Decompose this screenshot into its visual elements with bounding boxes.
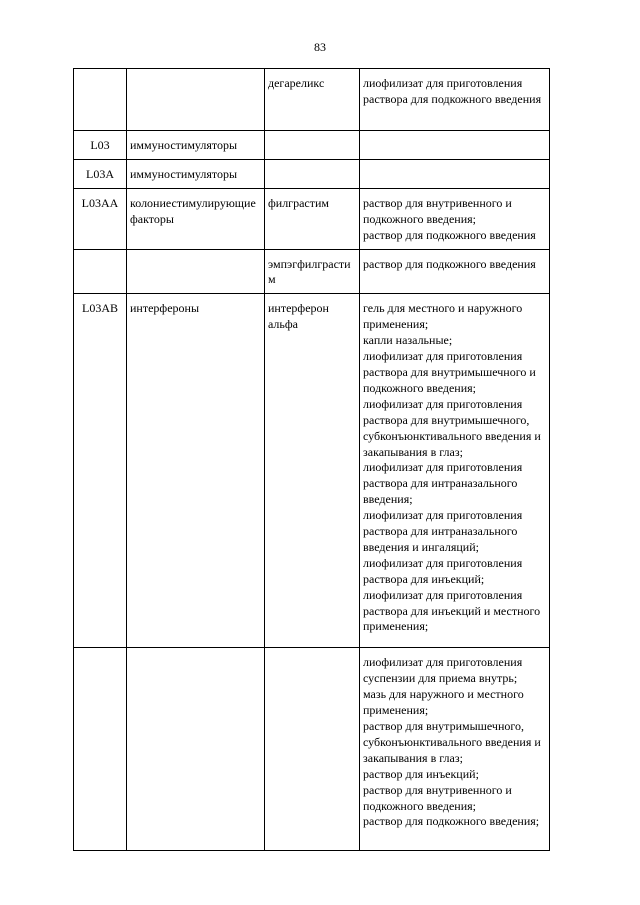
drug-name-cell: эмпэгфилграстим xyxy=(265,249,360,294)
group-cell xyxy=(127,648,265,851)
atc-code-cell xyxy=(74,249,127,294)
group-cell: иммуностимуляторы xyxy=(127,131,265,160)
dosage-form-cell: лиофилизат для приготовления раствора для подкожного введения xyxy=(360,69,550,131)
atc-code-cell: L03AB xyxy=(74,294,127,648)
table-row xyxy=(74,188,550,249)
table-row xyxy=(74,648,550,851)
atc-code-cell: L03A xyxy=(74,159,127,188)
table-row xyxy=(74,69,550,131)
group-cell xyxy=(127,249,265,294)
group-cell: колониестимулирующие факторы xyxy=(127,188,265,249)
drug-name-cell: филграстим xyxy=(265,188,360,249)
drug-table xyxy=(73,68,550,851)
table-row xyxy=(74,131,550,160)
atc-code-cell xyxy=(74,69,127,131)
dosage-form-cell: гель для местного и наружного применения; капли назальные; лиофилизат для приготовления раствора для внутримышечного и подкожного введения; лиофилизат для приготовления раствора для внутримышечного, субконъюнктивального введения и закапывания в глаз; лиофилизат для приготовления раствора для интраназального введения; лиофилизат для приготовления раствора для интраназального введения и ингаляций; лиофилизат для приготовления раствора для инъекций; лиофилизат для приготовления раствора для инъекций и местного применения; xyxy=(360,294,550,648)
dosage-form-cell: раствор для подкожного введения xyxy=(360,249,550,294)
table-row xyxy=(74,249,550,294)
drug-name-cell: дегареликс xyxy=(265,69,360,131)
group-cell: иммуностимуляторы xyxy=(127,159,265,188)
dosage-form-cell: раствор для внутривенного и подкожного введения; раствор для подкожного введения xyxy=(360,188,550,249)
page-number: 83 xyxy=(314,40,326,54)
group-cell xyxy=(127,69,265,131)
drug-name-cell xyxy=(265,648,360,851)
drug-name-cell: интерферон альфа xyxy=(265,294,360,648)
drug-name-cell xyxy=(265,131,360,160)
group-cell: интерфероны xyxy=(127,294,265,648)
table-row xyxy=(74,159,550,188)
dosage-form-cell xyxy=(360,131,550,160)
atc-code-cell: L03 xyxy=(74,131,127,160)
atc-code-cell xyxy=(74,648,127,851)
drug-name-cell xyxy=(265,159,360,188)
table-row xyxy=(74,294,550,648)
atc-code-cell: L03AA xyxy=(74,188,127,249)
dosage-form-cell: лиофилизат для приготовления суспензии для приема внутрь; мазь для наружного и местного применения; раствор для внутримышечного, субконъюнктивального введения и закапывания в глаз; раствор для инъекций; раствор для внутривенного и подкожного введения; раствор для подкожного введения; xyxy=(360,648,550,851)
dosage-form-cell xyxy=(360,159,550,188)
